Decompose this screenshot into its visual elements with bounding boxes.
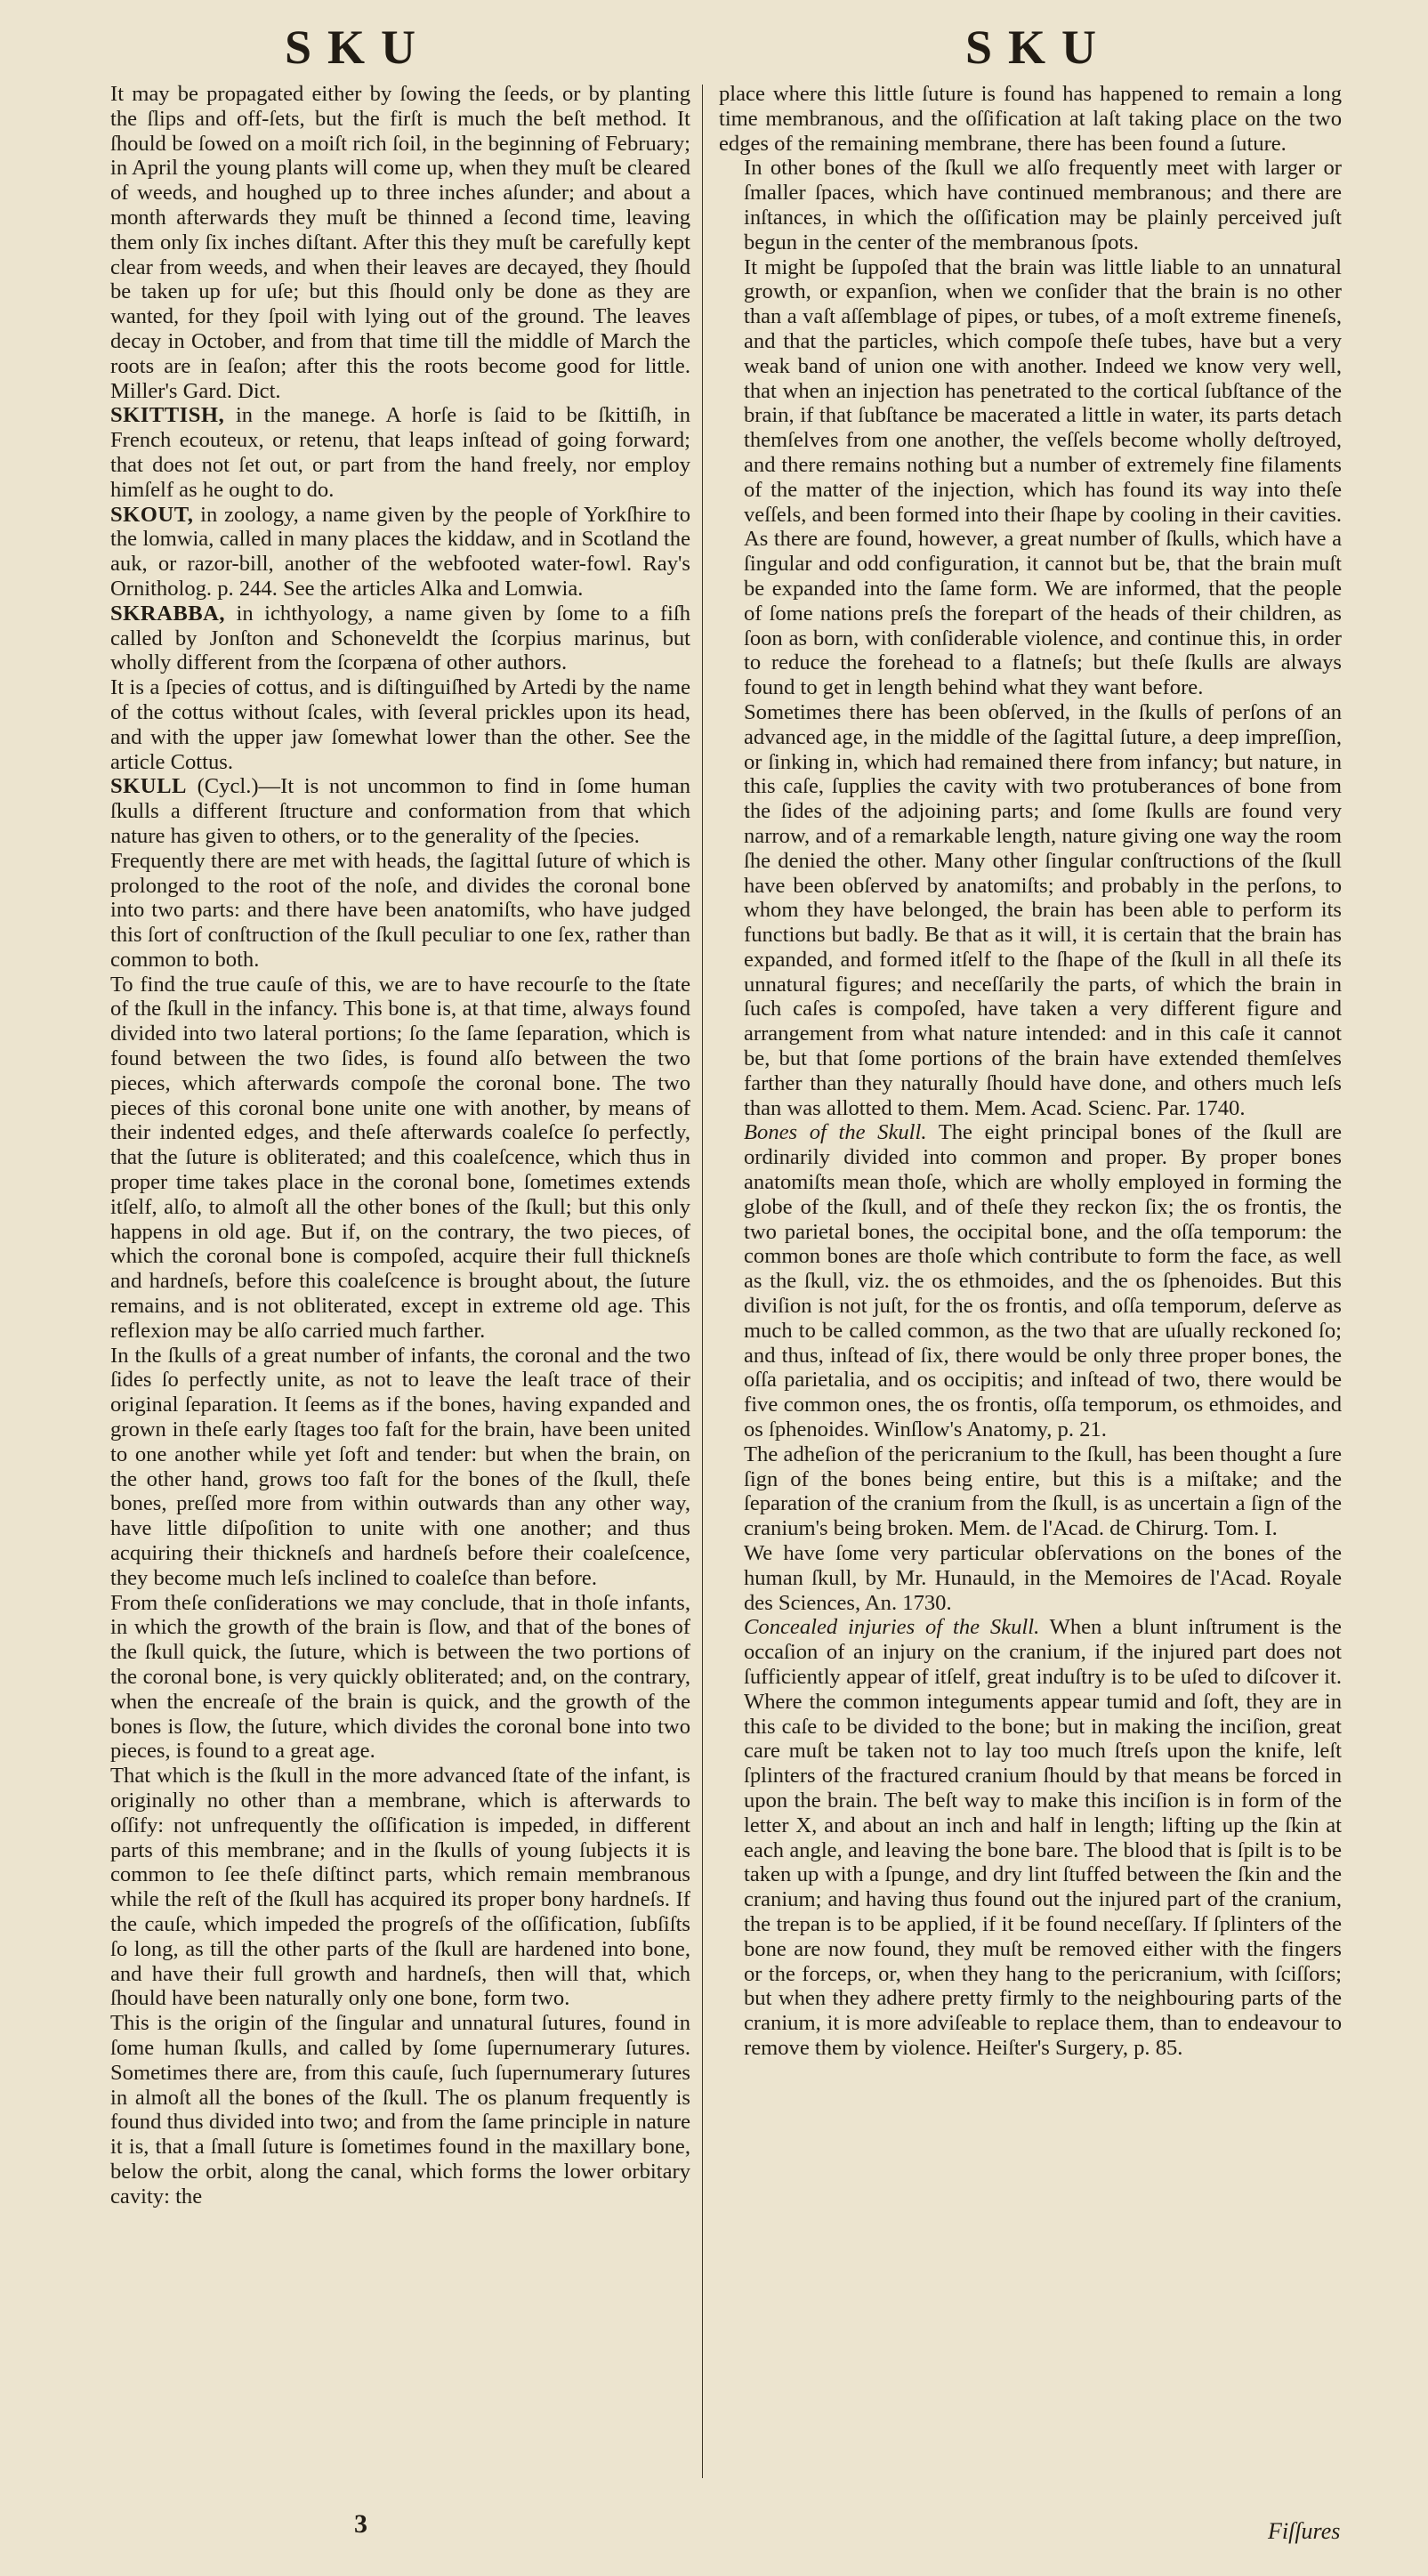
entry-text: The adheſion of the pericranium to the ſkull, has been thought a ſure ſign of the bones being entire, but this is a miſtake; and the ſeparation of the cranium from the ſkull, is as uncertain a ſign of the cranium's being broken. Mem. de l'Acad. de Chirurg. Tom. I. bbox=[744, 1441, 1342, 1541]
entry-text: In other bones of the ſkull we alſo frequently meet with larger or ſmaller ſpaces, which have continued membranous; and there are inſtances, in which the oſſification may be plainly perceived juſt begun in the center of the membranous ſpots. bbox=[744, 156, 1342, 254]
dictionary-entry bbox=[719, 1615, 1342, 2060]
entry-headword: SKOUT, bbox=[110, 502, 194, 527]
catchword: Fiſſures bbox=[1268, 2518, 1341, 2544]
paragraph bbox=[85, 1591, 690, 1764]
entry-text: in the manege. A horſe is ſaid to be ſkittiſh, in French ecouteux, or retenu, that leaps inſtead of going forward; that does not ſet out, or part from the hand freely, nor employ himſelf as he ought to do. bbox=[110, 403, 690, 502]
running-head-left: SKU bbox=[285, 20, 432, 74]
entry-text: This is the origin of the ſingular and unnatural ſutures, found in ſome human ſkulls, and called by ſome ſupernumerary ſutures. Sometimes there are, from this cauſe, ſuch ſupernumerary ſutures in almoſt all the bones of the ſkull. The os planum frequently is found thus divided into two; and from the ſame principle in nature it is, that a ſmall ſuture is ſometimes found in the maxillary bone, below the orbit, along the canal, which forms the lower orbitary cavity: the bbox=[110, 2011, 690, 2209]
entry-text: It is a ſpecies of cottus, and is diſtinguiſhed by Artedi by the name of the cottus without ſcales, with ſeveral prickles upon its head, and with the upper jaw ſomewhat lower than the other. See the article Cottus. bbox=[110, 675, 690, 774]
entry-text: In the ſkulls of a great number of infants, the coronal and the two ſides ſo perfectly unite, as not to leave the leaſt trace of their original ſeparation. It ſeems as if the bones, having expanded and grown in theſe early ſtages too faſt for the brain, have been united to one another while yet ſoft and tender: but when the brain, on the other hand, grows too faſt for the bones of the ſkull, theſe bones, preſſed more from within outwards than any other way, have little diſpoſition to unite with one another; and thus acquiring their thickneſs and hardneſs before their coaleſcence, they become much leſs inclined to coaleſce than before. bbox=[110, 1343, 690, 1590]
entry-text: Sometimes there has been obſerved, in the ſkulls of perſons of an advanced age, in the middle of the ſagittal ſuture, a deep impreſſion, or ſinking in, which had remained there from infancy; but nature, in this caſe, ſupplies the cavity with two protuberances of bone from the ſides of the adjoining parts; and ſome ſkulls are found very narrow, and of a remarkable length, nature giving one way the room ſhe denied the other. Many other ſingular conſtructions of the ſkull have been obſerved by anatomiſts; and probably in the perſons, to whom they have belonged, the brain has been able to perform its functions but badly. Be that as it will, it is certain that the brain has expanded, and formed itſelf to the ſhape of the ſkull in all theſe its unnatural figures; and neceſſarily the parts, of which the brain in ſuch caſes is compoſed, have taken a very different figure and arrangement from what nature intended: and in this caſe it cannot be, but that ſome portions of the brain have extended themſelves farther than they naturally ſhould have done, and others much leſs than was allotted to them. Mem. Acad. Scienc. Par. 1740. bbox=[744, 699, 1342, 1120]
paragraph bbox=[719, 700, 1342, 1121]
paragraph bbox=[85, 2011, 690, 2209]
entry-text: We have ſome very particular obſervations on the bones of the human ſkull, by Mr. Hunauld, in the Memoires de l'Acad. Royale des Sciences, An. 1730. bbox=[744, 1541, 1342, 1615]
left-column bbox=[85, 82, 690, 2413]
paragraph bbox=[719, 1442, 1342, 1541]
dictionary-entry bbox=[85, 503, 690, 602]
paragraph bbox=[719, 82, 1342, 156]
page-number: 3 bbox=[354, 2509, 367, 2539]
entry-text: It might be ſuppoſed that the brain was little liable to an unnatural growth, or expanſion, when we conſider that the brain is no other than a vaſt aſſemblage of pipes, or tubes, of a moſt extreme fineneſs, and that the particles, which compoſe theſe tubes, have but a very weak band of union one with another. Indeed we know very well, that when an injection has penetrated to the cortical ſubſtance of the brain, if that ſubſtance be macerated a little in water, its parts detach themſelves from one another, the veſſels become wholly deſtroyed, and there remains nothing but a number of extremely fine filaments of the matter of the injection, which has found its way into theſe veſſels, and been formed into their ſhape by cooling in their cavities. As there are found, however, a great number of ſkulls, which have a ſingular and odd configuration, it cannot but be, that the brain muſt be expanded into the ſame form. We are informed, that the people of ſome nations preſs the forepart of the heads of their children, as ſoon as born, with conſiderable violence, and continue this, in order to reduce the forehead to a flatneſs; but theſe ſkulls are always found to get in length behind what they want before. bbox=[744, 254, 1342, 700]
entry-headword: SKRABBA, bbox=[110, 601, 226, 626]
entry-text: It may be propagated either by ſowing the ſeeds, or by planting the ſlips and off-ſets, but the firſt is much the beſt method. It ſhould be ſowed on a moiſt rich ſoil, in the beginning of February; in April the young plants will come up, when they muſt be cleared of weeds, and houghed up to three inches aſunder; and about a month afterwards they muſt be thinned a ſecond time, leaving them only ſix inches diſtant. After this they muſt be carefully kept clear from weeds, and when their leaves are decayed, they ſhould be taken up for uſe; but this ſhould only be done as they are wanted, for they ſpoil with lying out of the ground. The leaves decay in October, and from that time till the middle of March the roots are in ſeaſon; after this the roots become good for little. Miller's Gard. Dict. bbox=[110, 82, 690, 403]
entry-text: That which is the ſkull in the more advanced ſtate of the infant, is originally no other than a membrane, which is afterwards to oſſify: not unfrequently the oſſification is impeded, in different parts of this membrane; and in the ſkulls of young ſubjects it is common to ſee theſe diſtinct parts, which remain membranous while the reſt of the ſkull has acquired its proper bony hardneſs. If the cauſe, which impeded the progreſs of the oſſification, ſubſiſts ſo long, as till the other parts of the ſkull are hardened into bone, and have their full growth and hardneſs, then will that, which ſhould have been naturally only one bone, form two. bbox=[110, 1764, 690, 2011]
paragraph bbox=[85, 849, 690, 973]
running-head-right: SKU bbox=[965, 20, 1113, 74]
entry-headword: SKITTISH, bbox=[110, 403, 225, 428]
entry-text: The eight principal bones of the ſkull are ordinarily divided into common and proper. By proper bones anatomiſts mean thoſe, which are wholly employed in forming the globe of the ſkull, and of theſe they reckon ſix; the os frontis, the two parietal bones, the occipital bone, and the oſſa temporum: the common bones are thoſe which contribute to form the face, as well as the ſkull, viz. the os ethmoides, and the os ſphenoides. But this diviſion is not juſt, for the os frontis, and oſſa temporum, deſerve as much to be called common, as the two that are uſually reckoned ſo; and thus, inſtead of ſix, there would be only three proper bones, the oſſa parietalia, and os occipitis; and inſtead of two, there would be five common ones, the os frontis, oſſa temporum, os ethmoides, and os ſphenoides. Winſlow's Anatomy, p. 21. bbox=[744, 1120, 1342, 1442]
entry-text: place where this little ſuture is found has happened to remain a long time membranous, and the oſſification at laſt taking place on the two edges of the remaining membrane, there has been found a ſuture. bbox=[719, 82, 1342, 156]
paragraph bbox=[85, 82, 690, 403]
dictionary-entry bbox=[85, 403, 690, 502]
right-column bbox=[719, 82, 1342, 2413]
paragraph bbox=[85, 1344, 690, 1591]
paragraph bbox=[85, 675, 690, 774]
entry-text: From theſe conſiderations we may conclude, that in thoſe infants, in which the growth of the brain is ſlow, and that of the bones of the ſkull quick, the ſuture, which is between the two portions of the coronal bone, is very quickly obliterated; and, on the contrary, when the encreaſe of the brain is quick, and the growth of the bones is ſlow, the ſuture, which divides the coronal bone into two pieces, is found to a great age. bbox=[110, 1590, 690, 1764]
entry-text: in zoology, a name given by the people of Yorkſhire to the lomwia, called in many places the kiddaw, and in Scotland the auk, or razor-bill, another of the webfooted water-fowl. Ray's Ornitholog. p. 244. See the articles Alka and Lomwia. bbox=[110, 502, 690, 601]
entry-text: Frequently there are met with heads, the ſagittal ſuture of which is prolonged to the root of the noſe, and divides the coronal bone into two parts: and there have been anatomiſts, who have judged this ſort of conſtruction of the ſkull peculiar to one ſex, rather than common to both. bbox=[110, 848, 690, 972]
entry-headword: Bones of the Skull. bbox=[744, 1120, 927, 1145]
paragraph bbox=[719, 1541, 1342, 1615]
paragraph bbox=[719, 156, 1342, 254]
dictionary-entry bbox=[85, 774, 690, 848]
dictionary-entry bbox=[719, 1120, 1342, 1441]
paragraph bbox=[719, 255, 1342, 700]
entry-text: (Cycl.)—It is not uncommon to find in ſome human ſkulls a different ſtructure and conformation from that which nature has given to others, or to the generality of the ſpecies. bbox=[110, 774, 690, 848]
paragraph bbox=[85, 973, 690, 1344]
column-rule bbox=[702, 85, 703, 2478]
entry-headword: Concealed injuries of the Skull. bbox=[744, 1615, 1040, 1640]
entry-text: When a blunt inſtrument is the occaſion of an injury on the cranium, if the injured part does not ſufficiently appear of itſelf, great induſtry is to be uſed to diſcover it. Where the common integuments appear tumid and ſoft, they are in this caſe to be divided to the bone; but in making the inciſion, great care muſt be taken not to lay too much ſtreſs upon the knife, leſt ſplinters of the fractured cranium ſhould by that means be forced in upon the brain. The beſt way to make this inciſion is in form of the letter X, and about an inch and half in length; lifting up the ſkin at each angle, and leaving the bone bare. The blood that is ſpilt is to be taken up with a ſpunge, and dry lint ſtuffed between the ſkin and the cranium; and having thus found out the injured part of the cranium, the trepan is to be applied, if it be found neceſſary. If ſplinters of the bone are now found, they muſt be removed either with the fingers or the forceps, or, when they hang to the pericranium, with ſciſſors; but when they adhere pretty firmly to the neighbouring parts of the cranium, it is more adviſeable to replace them, than to endeavour to remove them by violence. Heiſter's Surgery, p. 85. bbox=[744, 1615, 1342, 2060]
paragraph bbox=[85, 1764, 690, 2011]
entry-text: To find the true cauſe of this, we are to have recourſe to the ſtate of the ſkull in the infancy. This bone is, at that time, always found divided into two lateral portions; ſo the ſame ſeparation, which is found between the two ſides, is found alſo between the two pieces, which afterwards compoſe the coronal bone. The two pieces of this coronal bone unite one with another, by means of their indented edges, and theſe afterwards coaleſce ſo perfectly, that the ſuture is obliterated; and this coaleſcence, which thus in proper time takes place in the coronal bone, ſometimes extends itſelf, alſo, to almoſt all the other bones of the ſkull; but this only happens in old age. But if, on the contrary, the two pieces, of which the coronal bone is compoſed, acquire their full thickneſs and hardneſs, before this coaleſcence is brought about, the ſuture remains, and is not obliterated, except in extreme old age. This reflexion may be alſo carried much farther. bbox=[110, 972, 690, 1343]
entry-headword: SKULL bbox=[110, 774, 187, 799]
dictionary-entry bbox=[85, 602, 690, 675]
entry-text: in ichthyology, a name given by ſome to a fiſh called by Jonſton and Schoneveldt the ſcorpius marinus, but wholly different from the ſcorpæna of other authors. bbox=[110, 601, 690, 675]
